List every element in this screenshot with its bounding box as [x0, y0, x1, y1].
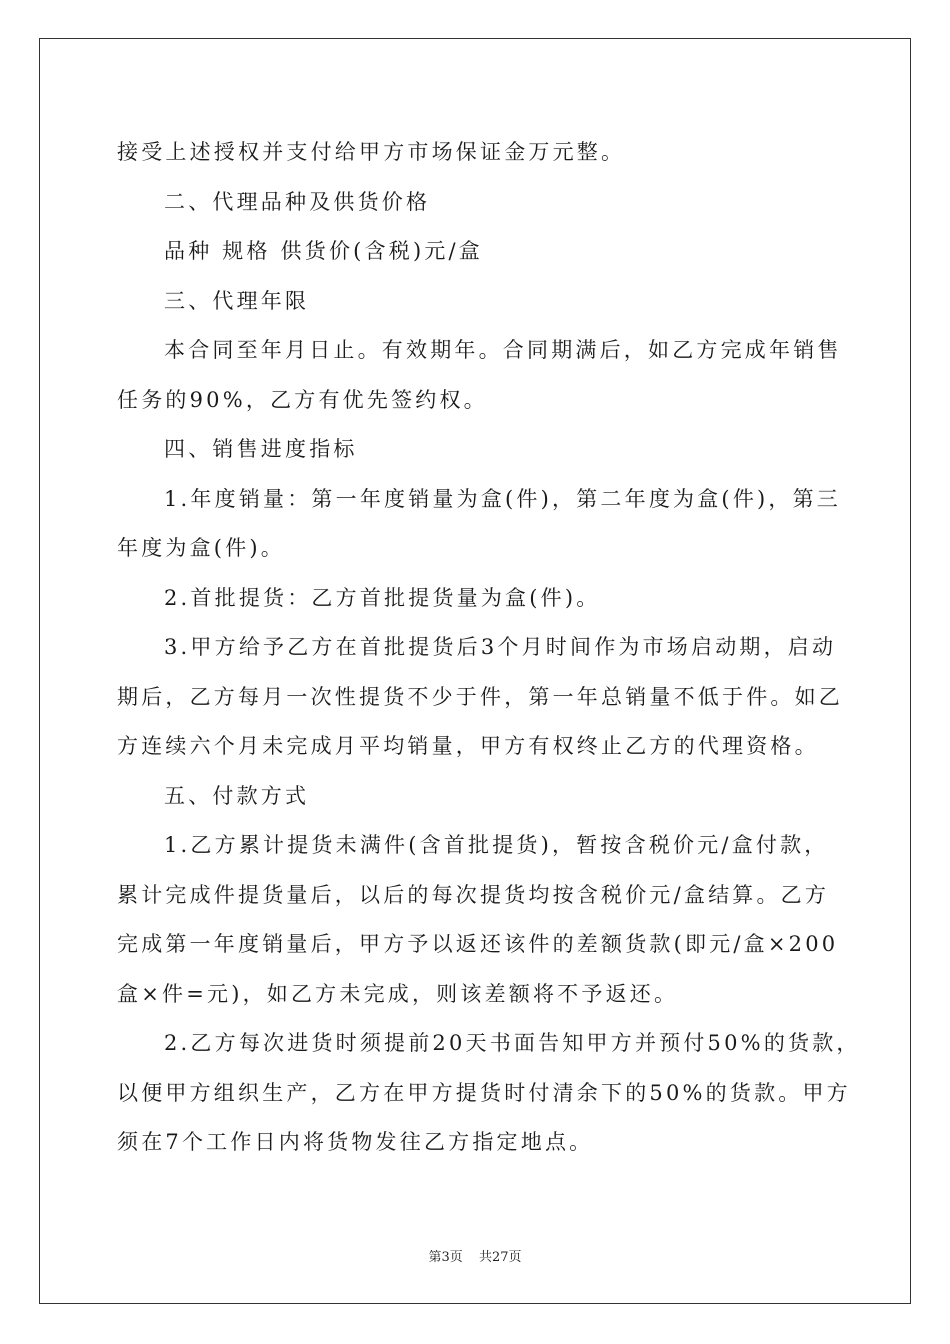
text-line: 1.年度销量：第一年度销量为盒(件)，第二年度为盒(件)，第三	[164, 486, 842, 511]
text-line: 1.乙方累计提货未满件(含首批提货)，暂按含税价元/盒付款，	[164, 833, 829, 857]
text-line: 接受上述授权并支付给甲方市场保证金万元整。	[117, 140, 626, 164]
text-line: 盒×件=元)，如乙方未完成，则该差额将不予返还。	[117, 981, 679, 1006]
page-footer	[0, 1246, 950, 1265]
page-number: 第3页	[428, 1250, 463, 1265]
text-line: 任务的90%，乙方有优先签约权。	[117, 387, 488, 412]
paragraph-p6	[117, 425, 837, 475]
text-line: 年度为盒(件)。	[117, 536, 285, 560]
text-line: 本合同至年月日止。有效期年。合同期满后，如乙方完成年销售	[164, 338, 842, 362]
text-line: 2.乙方每次进货时须提前20天书面告知甲方并预付50%的货款，	[164, 1031, 861, 1055]
text-line: 须在7个工作日内将货物发往乙方指定地点。	[117, 1130, 594, 1154]
text-line: 期后，乙方每月一次性提货不少于件，第一年总销量不低于件。如乙	[117, 684, 843, 709]
text-line: 三、代理年限	[164, 288, 310, 313]
paragraph-p11	[117, 821, 837, 1019]
paragraph-p4	[117, 277, 837, 327]
text-line: 四、销售进度指标	[164, 437, 358, 461]
document-body	[117, 128, 861, 1168]
text-line: 完成第一年度销量后，甲方予以返还该件的差额货款(即元/盒×200	[117, 932, 839, 956]
text-line: 五、付款方式	[164, 783, 310, 808]
paragraph-p3	[117, 227, 837, 277]
paragraph-p2	[117, 178, 837, 228]
text-line: 累计完成件提货量后，以后的每次提货均按含税价元/盒结算。乙方	[117, 882, 830, 907]
text-line: 3.甲方给予乙方在首批提货后3个月时间作为市场启动期，启动	[164, 635, 837, 659]
page-total: 共27页	[478, 1250, 522, 1265]
paragraph-p1	[117, 128, 837, 178]
text-line: 二、代理品种及供货价格	[164, 189, 431, 214]
paragraph-p12	[117, 1019, 861, 1168]
text-line: 2.首批提货：乙方首批提货量为盒(件)。	[164, 585, 601, 610]
paragraph-p10	[117, 772, 837, 822]
text-line: 品种 规格 供货价(含税)元/盒	[164, 239, 484, 263]
text-line: 方连续六个月未完成月平均销量，甲方有权终止乙方的代理资格。	[117, 734, 819, 758]
text-line: 以便甲方组织生产，乙方在甲方提货时付清余下的50%的货款。甲方	[117, 1080, 851, 1105]
paragraph-p7	[117, 475, 842, 574]
paragraph-p5	[117, 326, 842, 425]
paragraph-p9	[117, 623, 843, 772]
paragraph-p8	[117, 574, 837, 624]
